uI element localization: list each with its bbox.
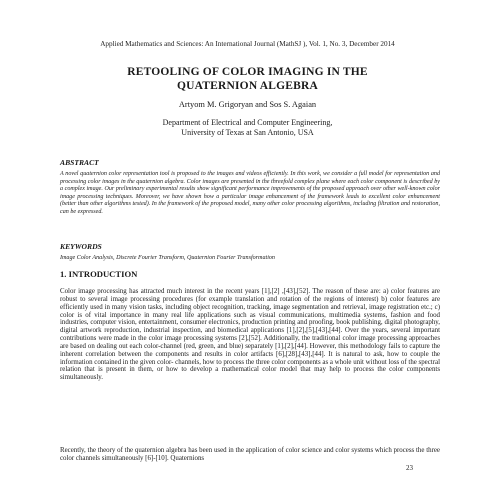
keywords-heading: KEYWORDS: [60, 242, 102, 251]
page-number: 23: [406, 464, 413, 472]
introduction-paragraph-1: Color image processing has attracted much interest in the recent years [1],[2] ,[43],[52]. The reason of these are: a) color features are robust to several image processing procedures (for example translation and rotation of the regions of interest) b) color features are efficiently used in many vision tasks, including object recognition, tracking, image segmentation and retrieval, image registration etc.; c) color is of vital importance in many real life applications such as visual communications, multimedia systems, fashion and food industries, computer vision, entertainment, consumer electronics, production printing and proofing, book publishing, digital photography, digital artwork reproduction, industrial inspection, and biomedical applications [1],[2],[5],[43],[44]. Over the years, several important contributions were made in the color image processing systems [2],[52]. Additionally, the traditional color image processing approaches are based on dealing out each color-channel (red, green, and blue) separately [1],[2],[44]. However, this methodology fails to capture the inherent correlation between the components and results in color artifacts [6],[28],[43],[44]. It is natural to ask, how to couple the information contained in the given color- channels, how to process the three color components as a whole unit without loss of the spectral relation that is present in them, or how to develop a mathematical color model that may help to process the color components simultaneously.: [60, 288, 440, 382]
introduction-paragraph-2: Recently, the theory of the quaternion algebra has been used in the application of color science and color systems which process the three color channels simultaneously [6]-[10]. Quaternions: [60, 447, 440, 462]
paper-title: [0, 65, 495, 93]
introduction-heading: 1. INTRODUCTION: [60, 269, 138, 279]
abstract-heading: ABSTRACT: [60, 158, 99, 167]
title-line-2: QUATERNION ALGEBRA: [176, 80, 319, 92]
affiliation: [0, 118, 495, 138]
keywords-text: Image Color Analysis, Discrete Fourier Transform, Quaternion Fourier Transformation: [60, 255, 275, 261]
abstract-text: A novel quaternion color representation tool is proposed to the images and videos efficiently. In this work, we consider a full model for representation and processing color images in the quaternion algebra. Color images are presented in the threefold complex plane where each color component is described by a complex image. Our preliminary experimental results show significant performance improvements of the proposed approach over other well-known color image processing techniques. Moreover, we have shown how a particular image enhancement of the framework leads to excellent color enhancement (better than other algorithms tested). In the framework of the proposed model, many other color processing algorithms, including filtration and restoration, can be expressed.: [60, 171, 440, 215]
authors: Artyom M. Grigoryan and Sos S. Agaian: [178, 100, 317, 109]
affiliation-line-1: Department of Electrical and Computer Engineering,: [162, 118, 333, 127]
journal-header: Applied Mathematics and Sciences: An International Journal (MathSJ ), Vol. 1, No. 3, December 2014: [100, 40, 395, 48]
title-line-1: RETOOLING OF COLOR IMAGING IN THE: [127, 66, 368, 78]
affiliation-line-2: University of Texas at San Antonio, USA: [181, 128, 314, 137]
